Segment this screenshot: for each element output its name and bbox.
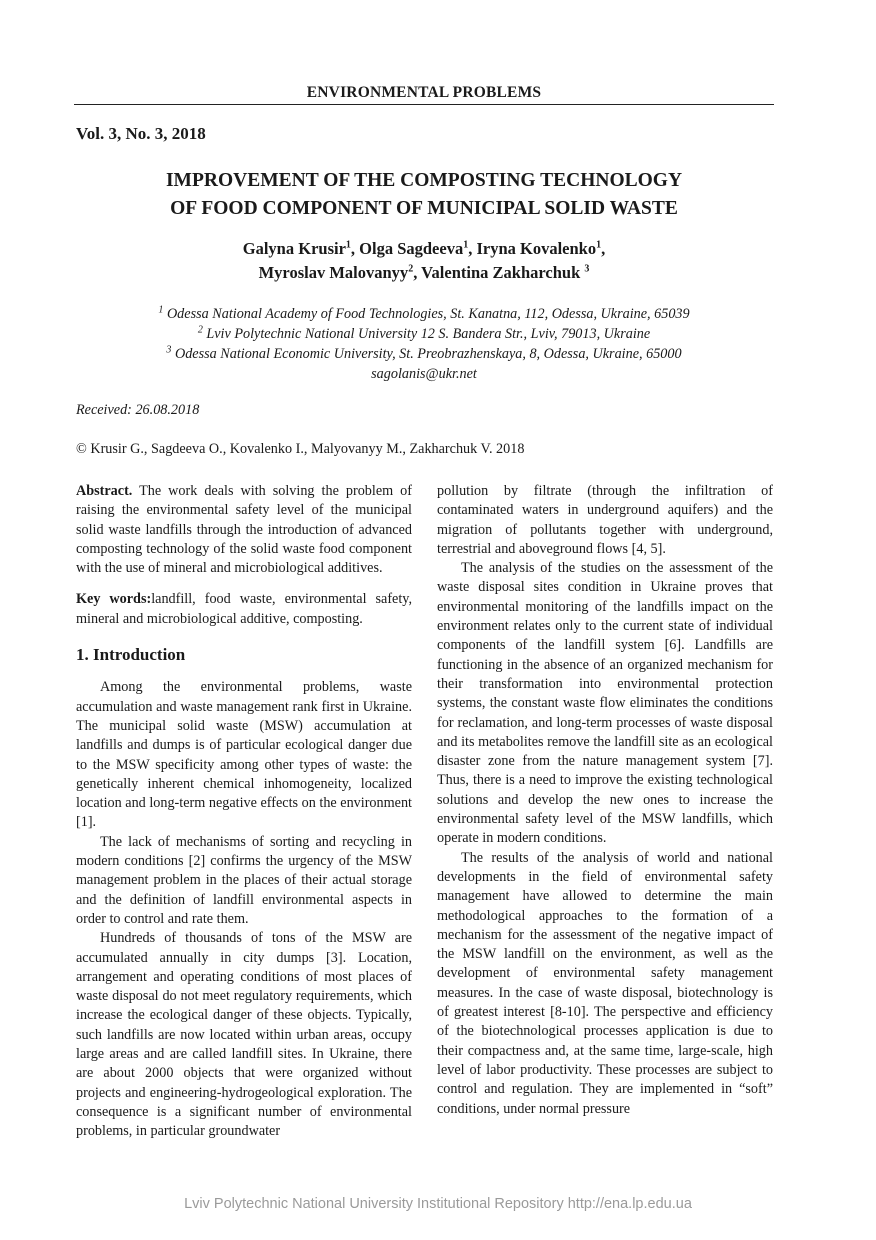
author-affil-mark: 1 [345, 239, 351, 251]
author-name: Valentina Zakharchuk [421, 263, 581, 282]
received-date: Received: 26.08.2018 [76, 402, 200, 418]
affiliation-text: Odessa National Economic University, St. Preobrazhenskaya, 8, Odessa, Ukraine, 65000 [174, 346, 682, 362]
repository-footer: Lviv Polytechnic National University Institutional Repository http://ena.lp.edu.ua [184, 1196, 692, 1212]
authors-line-2: Myroslav Malovanyy$^2$, Valentina Zakharchuk $^3$ [258, 263, 590, 282]
affiliation-mark: 1 [158, 304, 164, 316]
author-name: Iryna Kovalenko [476, 239, 597, 258]
title-line-1: IMPROVEMENT OF THE COMPOSTING TECHNOLOGY [165, 170, 683, 191]
affiliation-text: Lviv Polytechnic National University 12 S. Bandera Str., Lviv, 79013, Ukraine [206, 326, 651, 342]
body-paragraph: The lack of mechanisms of sorting and recycling in modern conditions [2] confirms the urgency of the MSW management problem in the places of their actual storage and the definition of landfill environmental aspects in order to control and rate them. [76, 833, 412, 927]
author-list [74, 237, 774, 285]
copyright-line: © Krusir G., Sagdeeva O., Kovalenko I., Malyovanyy M., Zakharchuk V. 2018 [76, 441, 525, 457]
journal-header: ENVIRONMENTAL PROBLEMS [306, 84, 542, 101]
title-line-2: OF FOOD COMPONENT OF MUNICIPAL SOLID WASTE [170, 198, 678, 219]
affiliation-mark: 3 [166, 344, 172, 356]
author-affil-mark: 3 [584, 263, 590, 275]
article-title [74, 167, 774, 223]
affiliation-text: Odessa National Academy of Food Technologies, St. Kanatna, 112, Odessa, Ukraine, 65039 [166, 306, 690, 322]
affiliations [74, 304, 774, 384]
left-column [76, 482, 412, 1142]
author-name: Olga Sagdeeva [359, 239, 464, 258]
affiliation [74, 344, 774, 364]
volume-info: Vol. 3, No. 3, 2018 [76, 124, 206, 143]
contact-email[interactable]: sagolanis@ukr.net [371, 366, 477, 382]
affiliation [74, 324, 774, 344]
affiliation-mark: 2 [197, 324, 203, 336]
body-paragraph: Hundreds of thousands of tons of the MSW are accumulated annually in city dumps [3]. Location, arrangement and operating conditions of most places of waste disposal do not meet regulatory requirements, which increase the ecological danger of these objects. Typically, such landfills are now located within urban areas, occupy large areas and are called landfill sites. In Ukraine, there are about 2000 objects that were organized without projects and engineering-hydrogeological exploration. The consequence is a significant number of environmental problems, in particular groundwater [76, 930, 412, 1140]
right-column [437, 482, 773, 1119]
body-paragraph: pollution by filtrate (through the infiltration of contaminated waters in underground aquifers) and the migration of pollutants together with underground, terrestrial and aboveground flows [4, 5]. [437, 483, 773, 557]
author-affil-mark: 1 [463, 239, 469, 251]
author-affil-mark: 2 [408, 263, 414, 275]
affiliation [74, 304, 774, 324]
authors-line-1: Galyna Krusir$^1$, Olga Sagdeeva$^1$, Iryna Kovalenko$^1$, [242, 239, 606, 258]
abstract-label: Abstract. [76, 483, 133, 499]
abstract-text: The work deals with solving the problem of raising the environmental safety level of the municipal solid waste landfills through the introduction of advanced composting technology of the solid waste food component with the use of mineral and microbiological additives. [76, 483, 412, 577]
abstract [76, 482, 412, 578]
header-rule [74, 104, 774, 105]
section-heading: 1. Introduction [76, 645, 186, 665]
body-paragraph: The results of the analysis of world and national developments in the field of environmental safety management have allowed to determine the main methodological approaches to the formation of a mechanism for the assessment of the negative impact of the MSW landfill on the environment, as well as the development of environmental safety management measures. In the case of waste disposal, biotechnology is of greatest interest [8-10]. The perspective and efficiency of the biotechnological processes application is due to their compactness and, at the same time, large-scale, high level of labor productivity. These processes are subject to control and regulation. They are implemented in “soft” conditions, under normal pressure [437, 849, 773, 1117]
keywords [76, 590, 412, 629]
author-affil-mark: 1 [596, 239, 602, 251]
keywords-text: landfill, food waste, environmental safety, mineral and microbiological additive, composting. [76, 591, 413, 627]
keywords-label: Key words: [76, 591, 152, 608]
body-paragraph: The analysis of the studies on the assessment of the waste disposal sites condition in Ukraine proves that environmental monitoring of the landfills impact on the environment relates only to the current state of individual components of the landfill system [6]. Landfills are functioning in the absence of an organized mechanism for their transformation into environmental protection systems, the constant waste flow eliminates the conditions for reclamation, and long-term processes of waste disposal and its metabolites remove the landfill site as an ecological disaster zone from the nature management system [7]. Thus, there is a need to improve the existing technological solutions and develop the new ones to increase the environmental safety level of the MSW landfills, which operate in modern conditions. [437, 560, 773, 847]
body-paragraph: Among the environmental problems, waste accumulation and waste management rank first in Ukraine. The municipal solid waste (MSW) accumulation at landfills and dumps is of particular ecological danger due to the MSW specificity among other types of waste: the genetically inherent chemical inhomogeneity, localized location and long-term negative effects on the environment [1]. [76, 679, 412, 831]
author-name: Myroslav Malovanyy [258, 263, 409, 282]
author-name: Galyna Krusir [242, 239, 346, 258]
